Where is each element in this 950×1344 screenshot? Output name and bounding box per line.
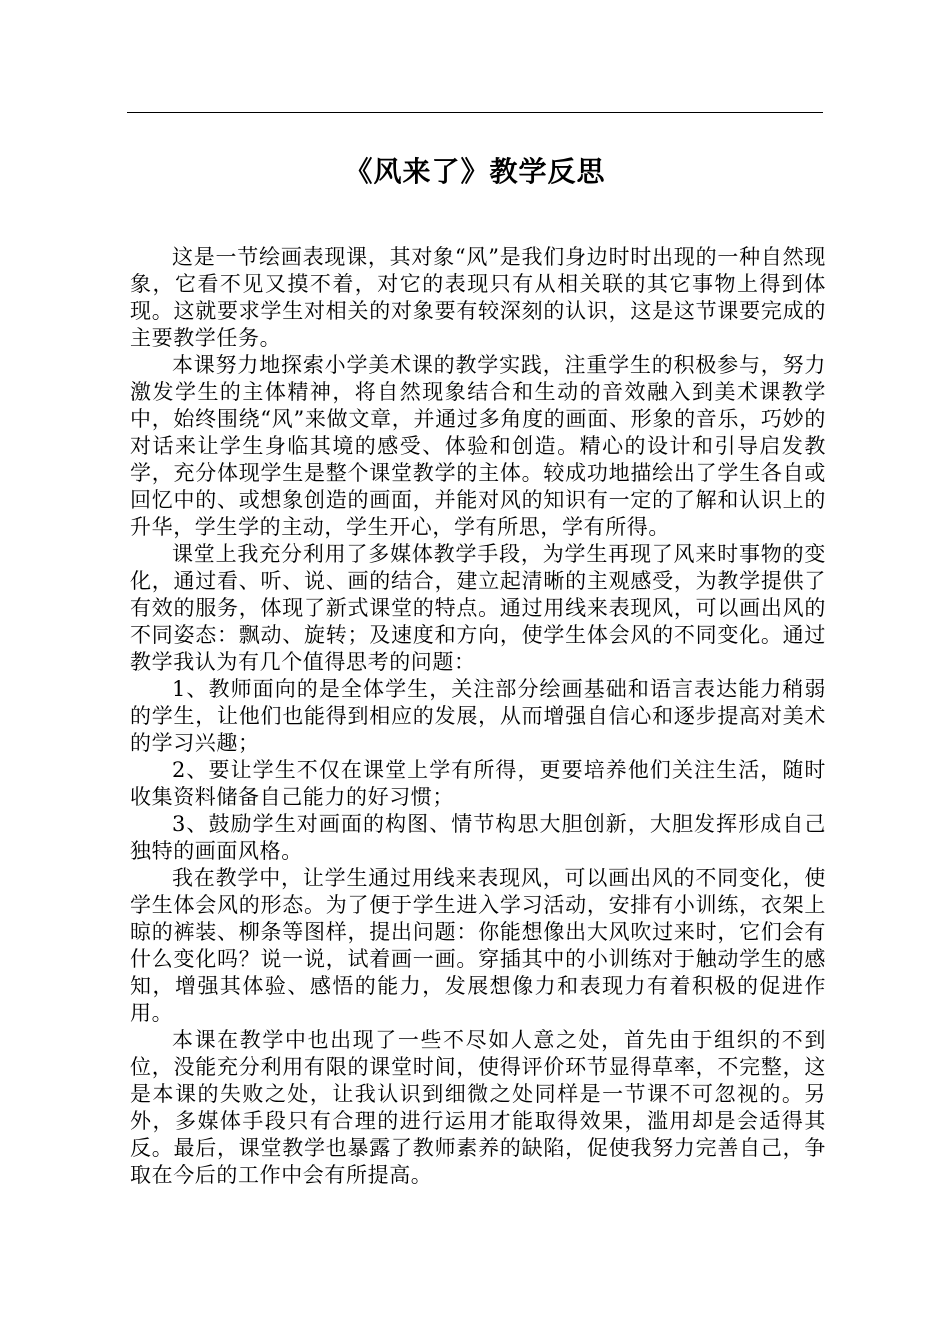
list-item: 2、要让学生不仅在课堂上学有所得，更要培养他们关注生活，随时收集资料储备自己能力的好习惯； xyxy=(130,758,826,809)
list-item: 1、教师面向的是全体学生，关注部分绘画基础和语言表达能力稍弱的学生，让他们也能得到相应的发展，从而增强自信心和逐步提高对美术的学习兴趣； xyxy=(130,677,826,755)
document-title: 《风来了》教学反思 xyxy=(344,155,606,188)
list-item: 3、鼓励学生对画面的构图、情节构思大胆创新，大胆发挥形成自己独特的画面风格。 xyxy=(130,812,826,863)
paragraph: 课堂上我充分利用了多媒体教学手段，为学生再现了风来时事物的变化，通过看、听、说、画的结合，建立起清晰的主观感受，为教学提供了有效的服务，体现了新式课堂的特点。通过用线来表现风，可以画出风的不同姿态：飘动、旋转；及速度和方向，使学生体会风的不同变化。通过教学我认为有几个值得思考的问题： xyxy=(130,542,826,674)
document-body xyxy=(130,244,826,1189)
paragraph: 本课在教学中也出现了一些不尽如人意之处，首先由于组织的不到位，没能充分利用有限的课堂时间，使得评价环节显得草率，不完整，这是本课的失败之处，让我认识到细微之处同样是一节课不可忽视的。另外，多媒体手段只有合理的进行运用才能取得效果，滥用却是会适得其反。最后，课堂教学也暴露了教师素养的缺陷，促使我努力完善自己，争取在今后的工作中会有所提高。 xyxy=(130,1028,826,1187)
paragraph: 本课努力地探索小学美术课的教学实践，注重学生的积极参与，努力激发学生的主体精神，将自然现象结合和生动的音效融入到美术课教学中，始终围绕“风”来做文章，并通过多角度的画面、形象的音乐，巧妙的对话来让学生身临其境的感受、体验和创造。精心的设计和引导启发教学，充分体现学生是整个课堂教学的主体。较成功地描绘出了学生各自或回忆中的、或想象创造的画面，并能对风的知识有一定的了解和认识上的升华，学生学的主动，学生开心，学有所思，学有所得。 xyxy=(130,353,826,539)
header-rule xyxy=(127,112,823,113)
paragraph: 这是一节绘画表现课，其对象“风”是我们身边时时出现的一种自然现象，它看不见又摸不着，对它的表现只有从相关联的其它事物上得到体现。这就要求学生对相关的对象要有较深刻的认识，这是这节课要完成的主要教学任务。 xyxy=(130,245,826,350)
paragraph: 我在教学中，让学生通过用线来表现风，可以画出风的不同变化，使学生体会风的形态。为了便于学生进入学习活动，安排有小训练，衣架上晾的裤装、柳条等图样，提出问题：你能想像出大风吹过来时，它们会有什么变化吗？说一说，试着画一画。穿插其中的小训练对于触动学生的感知，增强其体验、感悟的能力，发展想像力和表现力有着积极的促进作用。 xyxy=(130,866,826,1025)
